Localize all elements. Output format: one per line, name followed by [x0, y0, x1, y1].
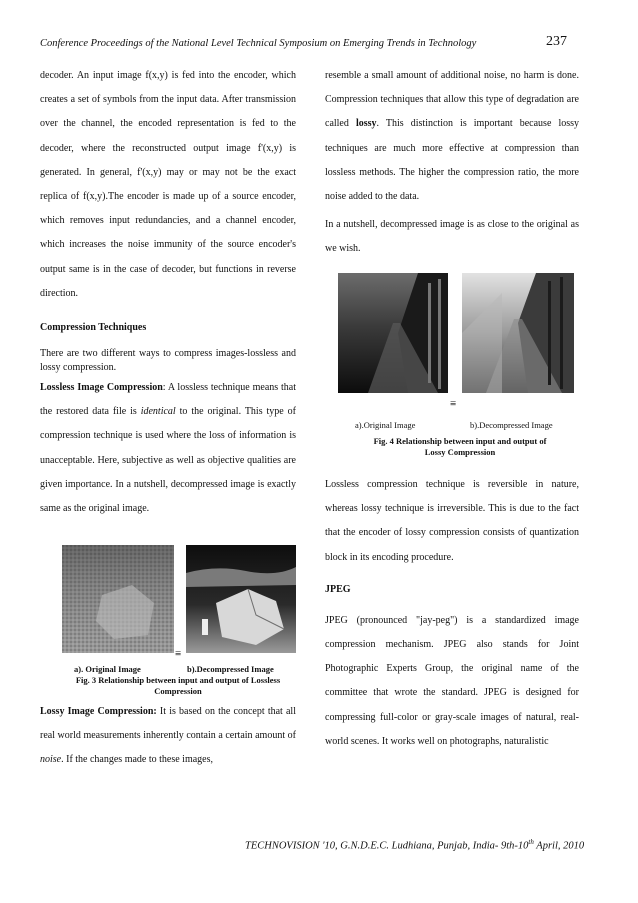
left-column-continued: [40, 700, 296, 773]
fig4-original-image: [338, 273, 448, 393]
fig4-decompressed-image: [462, 273, 574, 393]
paragraph: resemble a small amount of additional noise, no harm is done. Compression techniques that allow this type of degradation are called lossy. This distinction is important because lossy techniques are much more effective at compression than lossless methods. The higher the compression ratio, the more noise added to the data.: [325, 70, 580, 203]
fig4-equivalence-symbol: ≡: [450, 398, 457, 410]
page-number: 237: [546, 34, 567, 49]
footer: TECHNOVISION '10, G.N.D.E.C. Ludhiana, Punjab, India- 9th-10th April, 2010: [245, 838, 585, 852]
term: Lossy Image Compression:: [40, 706, 157, 717]
paragraph: Lossless compression technique is reversible in nature, whereas lossy technique is irreversible. This is due to the fact that the encoder of lossy compression consists of quantization block in its encoding procedure.: [325, 479, 579, 563]
section-heading: JPEG: [325, 583, 351, 595]
paragraph: Lossy Image Compression: It is based on the concept that all real world measurements inherently contain a certain amount of noise. If the changes made to these images,: [40, 706, 296, 766]
fig4-caption: Fig. 4 Relationship between input and output of Lossy Compression: [373, 436, 547, 457]
paragraph: In a nutshell, decompressed image is as close to the original as we wish.: [325, 219, 579, 255]
paragraph: There are two different ways to compress images-lossless and lossy compression.: [40, 348, 296, 373]
fig3-decompressed-image: [186, 545, 296, 653]
fig3-caption: Fig. 3 Relationship between input and output of Lossless Compression: [75, 675, 281, 696]
fig3-label-a: a). Original Image: [74, 664, 141, 674]
running-header: Conference Proceedings of the National Level Technical Symposium on Emerging Trends in Technology: [40, 38, 477, 49]
section-heading: Compression Techniques: [40, 322, 147, 334]
term: Lossless Image Compression: [40, 382, 163, 394]
left-column: [40, 64, 296, 521]
fig3-label-b: b).Decompressed Image: [187, 664, 274, 674]
fig3-equivalence-symbol: ≡: [175, 648, 182, 660]
paragraph: Lossless Image Compression: A lossless technique means that the restored data file is identical to the original. This type of compression technique is used where the loss of information is unacceptable. Here, subjective as well as objective qualities are given importance. In a nutshell, decompressed image is exactly same as the original image.: [40, 382, 297, 515]
paragraph: JPEG (pronounced "jay-peg") is a standardized image compression mechanism. JPEG also stands for Joint Photographic Experts Group, the original name of the committee that wrote the standard. JPEG is designed for compressing full-color or gray-scale images of natural, real-world scenes. It works well on photographs, naturalistic: [325, 614, 579, 747]
right-column: [325, 64, 579, 262]
paragraph: decoder. An input image f(x,y) is fed into the encoder, which creates a set of symbols from the input data. After transmission over the channel, the encoded representation is fed to the decoder, where the reconstructed output image f'(x,y) is generated. In general, f'(x,y) may or may not be the exact replica of f(x,y).The encoder is made up of a source encoder, which removes input redundancies, and a channel encoder, which increases the noise immunity of the source encoder's output same is in the case of decoder, but functions in reverse direction.: [40, 70, 296, 299]
fig3-original-image: [62, 545, 174, 653]
fig4-label-a: a).Original Image: [355, 420, 416, 430]
fig4-label-b: b).Decompressed Image: [470, 420, 553, 430]
right-column-continued: [325, 473, 579, 754]
